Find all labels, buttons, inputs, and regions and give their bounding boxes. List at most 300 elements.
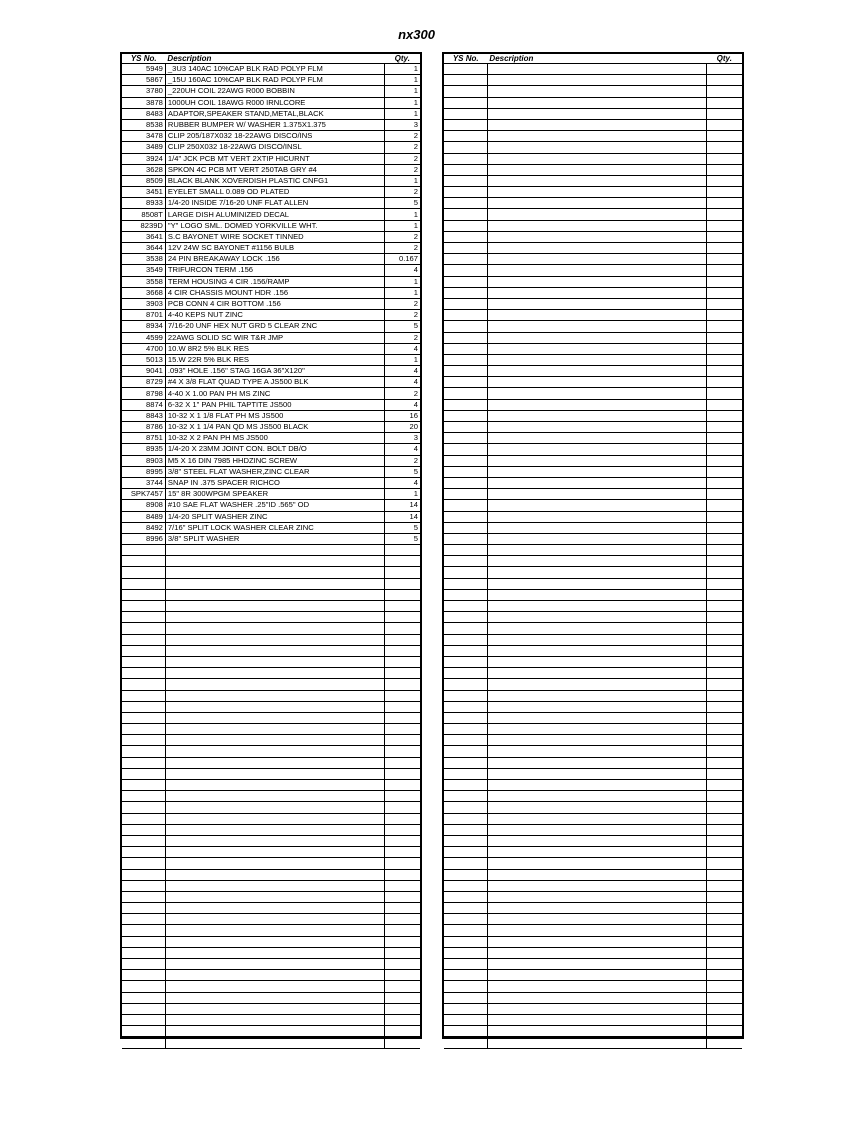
- qty-cell: 5: [385, 321, 420, 332]
- qty-cell: [707, 131, 742, 142]
- ys-no-cell: [122, 891, 165, 902]
- table-row: [444, 668, 742, 679]
- table-row: [122, 724, 420, 735]
- ys-no-cell: [444, 287, 487, 298]
- description-cell: .093" HOLE .156" STAG 16GA 36"X120": [165, 366, 384, 377]
- ys-no-cell: [444, 366, 487, 377]
- ys-no-cell: [122, 835, 165, 846]
- ys-no-cell: [122, 880, 165, 891]
- ys-no-cell: [122, 679, 165, 690]
- table-row: [444, 634, 742, 645]
- ys-no-cell: [444, 612, 487, 623]
- ys-no-cell: 8508T: [122, 209, 165, 220]
- description-cell: [487, 209, 706, 220]
- qty-cell: [385, 656, 420, 667]
- description-cell: [487, 477, 706, 488]
- ys-no-cell: [444, 791, 487, 802]
- ys-no-cell: 3668: [122, 287, 165, 298]
- ys-no-cell: [122, 1003, 165, 1014]
- qty-cell: 2: [385, 131, 420, 142]
- qty-cell: [385, 869, 420, 880]
- description-cell: [165, 746, 384, 757]
- qty-cell: 20: [385, 422, 420, 433]
- table-row: [444, 567, 742, 578]
- description-cell: [487, 153, 706, 164]
- table-row: [444, 690, 742, 701]
- page-title: nx300: [398, 27, 435, 42]
- qty-cell: 1: [385, 209, 420, 220]
- table-row: [444, 64, 742, 75]
- qty-cell: [385, 612, 420, 623]
- table-row: [444, 545, 742, 556]
- table-row: [444, 701, 742, 712]
- ys-no-cell: [444, 1014, 487, 1025]
- table-row: [122, 679, 420, 690]
- ys-no-cell: [122, 936, 165, 947]
- table-row: [122, 254, 420, 265]
- ys-no-cell: [444, 164, 487, 175]
- qty-cell: [707, 835, 742, 846]
- qty-cell: 1: [385, 64, 420, 75]
- table-row: [444, 377, 742, 388]
- qty-cell: [385, 981, 420, 992]
- description-cell: [487, 880, 706, 891]
- qty-cell: [385, 623, 420, 634]
- table-row: [444, 399, 742, 410]
- qty-cell: [385, 690, 420, 701]
- description-cell: [165, 780, 384, 791]
- table-row: [122, 354, 420, 365]
- table-row: [444, 1037, 742, 1048]
- table-row: [444, 477, 742, 488]
- qty-cell: [707, 254, 742, 265]
- qty-cell: [707, 287, 742, 298]
- qty-cell: [707, 75, 742, 86]
- qty-cell: 1: [385, 220, 420, 231]
- ys-no-cell: [444, 1026, 487, 1037]
- description-cell: [487, 511, 706, 522]
- table-row: [122, 287, 420, 298]
- table-row: [122, 164, 420, 175]
- ys-no-cell: [444, 444, 487, 455]
- ys-no-header: YS No.: [122, 54, 165, 64]
- ys-no-cell: [122, 959, 165, 970]
- qty-cell: [707, 802, 742, 813]
- ys-no-cell: [444, 410, 487, 421]
- description-cell: [487, 623, 706, 634]
- ys-no-cell: [122, 735, 165, 746]
- qty-cell: [707, 567, 742, 578]
- ys-no-cell: 4700: [122, 343, 165, 354]
- table-row: [444, 254, 742, 265]
- table-row: [122, 768, 420, 779]
- table-row: [444, 869, 742, 880]
- ys-no-cell: 8729: [122, 377, 165, 388]
- table-row: [122, 970, 420, 981]
- table-row: [444, 265, 742, 276]
- ys-no-cell: [444, 332, 487, 343]
- description-cell: [165, 735, 384, 746]
- description-cell: [165, 1003, 384, 1014]
- qty-cell: [385, 813, 420, 824]
- table-row: [444, 321, 742, 332]
- description-cell: "Y" LOGO SML. DOMED YORKVILLE WHT.: [165, 220, 384, 231]
- description-cell: [165, 545, 384, 556]
- description-cell: [487, 701, 706, 712]
- ys-no-cell: [444, 701, 487, 712]
- qty-cell: [385, 601, 420, 612]
- table-row: [444, 757, 742, 768]
- description-cell: [487, 891, 706, 902]
- description-header: Description: [165, 54, 384, 64]
- ys-no-cell: [444, 858, 487, 869]
- table-row: [122, 869, 420, 880]
- description-cell: [487, 131, 706, 142]
- ys-no-cell: [444, 131, 487, 142]
- ys-no-cell: SPK7457: [122, 489, 165, 500]
- description-cell: 1000UH COIL 18AWG R000 IRNLCORE: [165, 97, 384, 108]
- description-cell: [487, 981, 706, 992]
- qty-cell: [707, 545, 742, 556]
- table-row: [122, 992, 420, 1003]
- description-cell: [487, 231, 706, 242]
- qty-cell: 1: [385, 175, 420, 186]
- table-row: [122, 455, 420, 466]
- description-cell: [165, 668, 384, 679]
- description-cell: [165, 724, 384, 735]
- table-row: [122, 533, 420, 544]
- qty-cell: [707, 388, 742, 399]
- qty-cell: 1: [385, 97, 420, 108]
- description-cell: [487, 343, 706, 354]
- qty-cell: [385, 824, 420, 835]
- qty-cell: [385, 634, 420, 645]
- ys-no-cell: [122, 556, 165, 567]
- qty-cell: [385, 835, 420, 846]
- qty-cell: 1: [385, 75, 420, 86]
- table-row: [444, 679, 742, 690]
- table-row: [122, 959, 420, 970]
- ys-no-cell: [122, 947, 165, 958]
- table-row: [122, 64, 420, 75]
- qty-cell: [385, 1037, 420, 1048]
- ys-no-cell: [444, 433, 487, 444]
- description-cell: 1/4-20 X 23MM JOINT CON. BOLT DB/O: [165, 444, 384, 455]
- table-row: [122, 847, 420, 858]
- table-row: [444, 466, 742, 477]
- ys-no-cell: [444, 724, 487, 735]
- qty-cell: [385, 1003, 420, 1014]
- description-cell: 22AWG SOLID SC WIR T&R JMP: [165, 332, 384, 343]
- table-row: [444, 1003, 742, 1014]
- ys-no-cell: [122, 813, 165, 824]
- qty-cell: [707, 612, 742, 623]
- description-cell: [487, 724, 706, 735]
- table-row: [444, 388, 742, 399]
- qty-cell: 2: [385, 388, 420, 399]
- qty-cell: [707, 623, 742, 634]
- table-row: [122, 108, 420, 119]
- ys-no-cell: [122, 925, 165, 936]
- description-cell: 15.W 22R 5% BLK RES: [165, 354, 384, 365]
- description-cell: 1/4" JCK PCB MT VERT 2XTIP HICURNT: [165, 153, 384, 164]
- qty-cell: 1: [385, 86, 420, 97]
- ys-no-cell: 8489: [122, 511, 165, 522]
- qty-cell: [385, 746, 420, 757]
- qty-cell: [707, 601, 742, 612]
- description-cell: [165, 813, 384, 824]
- ys-no-cell: 4599: [122, 332, 165, 343]
- table-row: [444, 422, 742, 433]
- qty-cell: [707, 332, 742, 343]
- ys-no-cell: [444, 970, 487, 981]
- table-row: [122, 231, 420, 242]
- table-row: [122, 377, 420, 388]
- qty-cell: 2: [385, 332, 420, 343]
- description-cell: [487, 634, 706, 645]
- ys-no-cell: 3489: [122, 142, 165, 153]
- table-row: [122, 500, 420, 511]
- qty-cell: [385, 847, 420, 858]
- table-row: [122, 780, 420, 791]
- qty-cell: [707, 891, 742, 902]
- ys-no-cell: [444, 399, 487, 410]
- description-cell: [165, 802, 384, 813]
- description-cell: 1/4-20 SPLIT WASHER ZINC: [165, 511, 384, 522]
- ys-no-cell: [444, 813, 487, 824]
- ys-no-cell: [122, 768, 165, 779]
- table-row: [122, 813, 420, 824]
- ys-no-cell: [444, 119, 487, 130]
- ys-no-cell: [444, 298, 487, 309]
- description-cell: [165, 589, 384, 600]
- ys-no-cell: [122, 1014, 165, 1025]
- table-row: [122, 489, 420, 500]
- qty-cell: [707, 298, 742, 309]
- table-row: [122, 791, 420, 802]
- table-row: [122, 343, 420, 354]
- description-cell: [487, 589, 706, 600]
- table-row: [444, 612, 742, 623]
- table-row: [444, 835, 742, 846]
- ys-no-cell: [122, 981, 165, 992]
- ys-no-cell: [122, 780, 165, 791]
- table-row: [444, 489, 742, 500]
- description-cell: [487, 399, 706, 410]
- ys-no-cell: [444, 477, 487, 488]
- description-cell: [487, 187, 706, 198]
- ys-no-cell: [444, 511, 487, 522]
- table-row: [122, 701, 420, 712]
- qty-cell: [707, 231, 742, 242]
- description-cell: 4-40 X 1.00 PAN PH MS ZINC: [165, 388, 384, 399]
- table-header-row: [122, 54, 420, 64]
- ys-no-cell: [444, 992, 487, 1003]
- ys-no-cell: [444, 388, 487, 399]
- description-cell: [487, 522, 706, 533]
- qty-cell: 2: [385, 142, 420, 153]
- description-cell: [165, 880, 384, 891]
- qty-cell: 16: [385, 410, 420, 421]
- ys-no-cell: [122, 824, 165, 835]
- ys-no-cell: [444, 321, 487, 332]
- description-cell: [487, 377, 706, 388]
- qty-cell: [707, 1037, 742, 1048]
- qty-cell: [385, 992, 420, 1003]
- qty-cell: [385, 589, 420, 600]
- description-cell: [165, 858, 384, 869]
- ys-no-cell: 8492: [122, 522, 165, 533]
- description-cell: [165, 891, 384, 902]
- qty-cell: [707, 276, 742, 287]
- description-cell: 3/8" SPLIT WASHER: [165, 533, 384, 544]
- qty-cell: [707, 1003, 742, 1014]
- table-row: [122, 981, 420, 992]
- qty-cell: [707, 422, 742, 433]
- description-cell: SPKON 4C PCB MT VERT 250TAB GRY #4: [165, 164, 384, 175]
- ys-no-cell: [444, 824, 487, 835]
- ys-no-cell: [444, 903, 487, 914]
- ys-no-cell: [444, 377, 487, 388]
- qty-cell: [707, 735, 742, 746]
- description-cell: [487, 556, 706, 567]
- description-cell: [487, 768, 706, 779]
- description-cell: [487, 656, 706, 667]
- description-cell: 12V 24W SC BAYONET #1156 BULB: [165, 243, 384, 254]
- qty-cell: 1: [385, 287, 420, 298]
- qty-cell: 4: [385, 343, 420, 354]
- ys-no-cell: [122, 645, 165, 656]
- description-cell: [487, 903, 706, 914]
- ys-no-cell: [444, 153, 487, 164]
- description-cell: [487, 500, 706, 511]
- ys-no-cell: [444, 243, 487, 254]
- ys-no-cell: [122, 578, 165, 589]
- table-row: [444, 589, 742, 600]
- description-cell: [487, 780, 706, 791]
- qty-cell: [707, 511, 742, 522]
- table-row: [444, 187, 742, 198]
- qty-cell: [707, 175, 742, 186]
- description-cell: 10.W 8R2 5% BLK RES: [165, 343, 384, 354]
- description-cell: [165, 634, 384, 645]
- description-cell: #10 SAE FLAT WASHER .25"ID .565" OD: [165, 500, 384, 511]
- qty-cell: [707, 780, 742, 791]
- ys-no-cell: [122, 690, 165, 701]
- qty-cell: [707, 466, 742, 477]
- ys-no-cell: [444, 254, 487, 265]
- ys-no-cell: [122, 802, 165, 813]
- qty-cell: [707, 936, 742, 947]
- qty-header: Qty.: [385, 54, 420, 64]
- description-cell: 3/8" STEEL FLAT WASHER,ZINC CLEAR: [165, 466, 384, 477]
- ys-no-cell: [444, 947, 487, 958]
- table-row: [444, 724, 742, 735]
- ys-no-cell: [444, 880, 487, 891]
- ys-no-cell: 8538: [122, 119, 165, 130]
- ys-no-cell: 3903: [122, 298, 165, 309]
- ys-no-cell: [444, 533, 487, 544]
- ys-no-cell: [122, 545, 165, 556]
- ys-no-cell: 8786: [122, 422, 165, 433]
- description-cell: [487, 388, 706, 399]
- ys-no-cell: [122, 757, 165, 768]
- description-cell: [165, 835, 384, 846]
- description-cell: [487, 410, 706, 421]
- ys-no-cell: [122, 869, 165, 880]
- right-parts-table-panel: [442, 52, 744, 1039]
- qty-cell: [707, 444, 742, 455]
- table-row: [122, 477, 420, 488]
- table-row: [122, 936, 420, 947]
- table-row: [122, 187, 420, 198]
- description-cell: [487, 354, 706, 365]
- description-cell: [487, 1037, 706, 1048]
- description-cell: [487, 265, 706, 276]
- description-cell: [487, 220, 706, 231]
- ys-no-cell: [444, 936, 487, 947]
- qty-cell: 2: [385, 164, 420, 175]
- qty-cell: 5: [385, 533, 420, 544]
- ys-no-cell: [444, 634, 487, 645]
- table-row: [122, 880, 420, 891]
- ys-no-cell: [444, 925, 487, 936]
- table-row: [122, 321, 420, 332]
- table-row: [444, 276, 742, 287]
- ys-no-cell: [444, 891, 487, 902]
- table-row: [444, 936, 742, 947]
- description-cell: [487, 746, 706, 757]
- description-cell: [487, 645, 706, 656]
- description-cell: [487, 321, 706, 332]
- qty-cell: [707, 959, 742, 970]
- description-cell: [165, 970, 384, 981]
- description-cell: [165, 601, 384, 612]
- table-row: [122, 1037, 420, 1048]
- ys-no-cell: [122, 724, 165, 735]
- ys-no-cell: [444, 589, 487, 600]
- ys-no-cell: [444, 187, 487, 198]
- left-table-body: [122, 64, 420, 1049]
- description-cell: [487, 802, 706, 813]
- description-cell: [487, 1003, 706, 1014]
- qty-cell: [707, 354, 742, 365]
- description-cell: [487, 75, 706, 86]
- description-cell: [487, 1014, 706, 1025]
- ys-no-cell: 3628: [122, 164, 165, 175]
- qty-cell: 14: [385, 500, 420, 511]
- table-row: [122, 835, 420, 846]
- description-cell: [487, 835, 706, 846]
- description-cell: [165, 556, 384, 567]
- qty-cell: 14: [385, 511, 420, 522]
- description-cell: [487, 970, 706, 981]
- ys-no-cell: [444, 1037, 487, 1048]
- description-cell: [487, 243, 706, 254]
- table-row: [122, 891, 420, 902]
- description-cell: [487, 142, 706, 153]
- ys-no-cell: [444, 712, 487, 723]
- description-cell: [165, 679, 384, 690]
- description-cell: [487, 254, 706, 265]
- ys-no-cell: [444, 265, 487, 276]
- table-row: [122, 366, 420, 377]
- description-cell: 10-32 X 2 PAN PH MS JS500: [165, 433, 384, 444]
- ys-no-cell: 3538: [122, 254, 165, 265]
- right-table-body: [444, 64, 742, 1049]
- qty-cell: [707, 668, 742, 679]
- table-row: [444, 108, 742, 119]
